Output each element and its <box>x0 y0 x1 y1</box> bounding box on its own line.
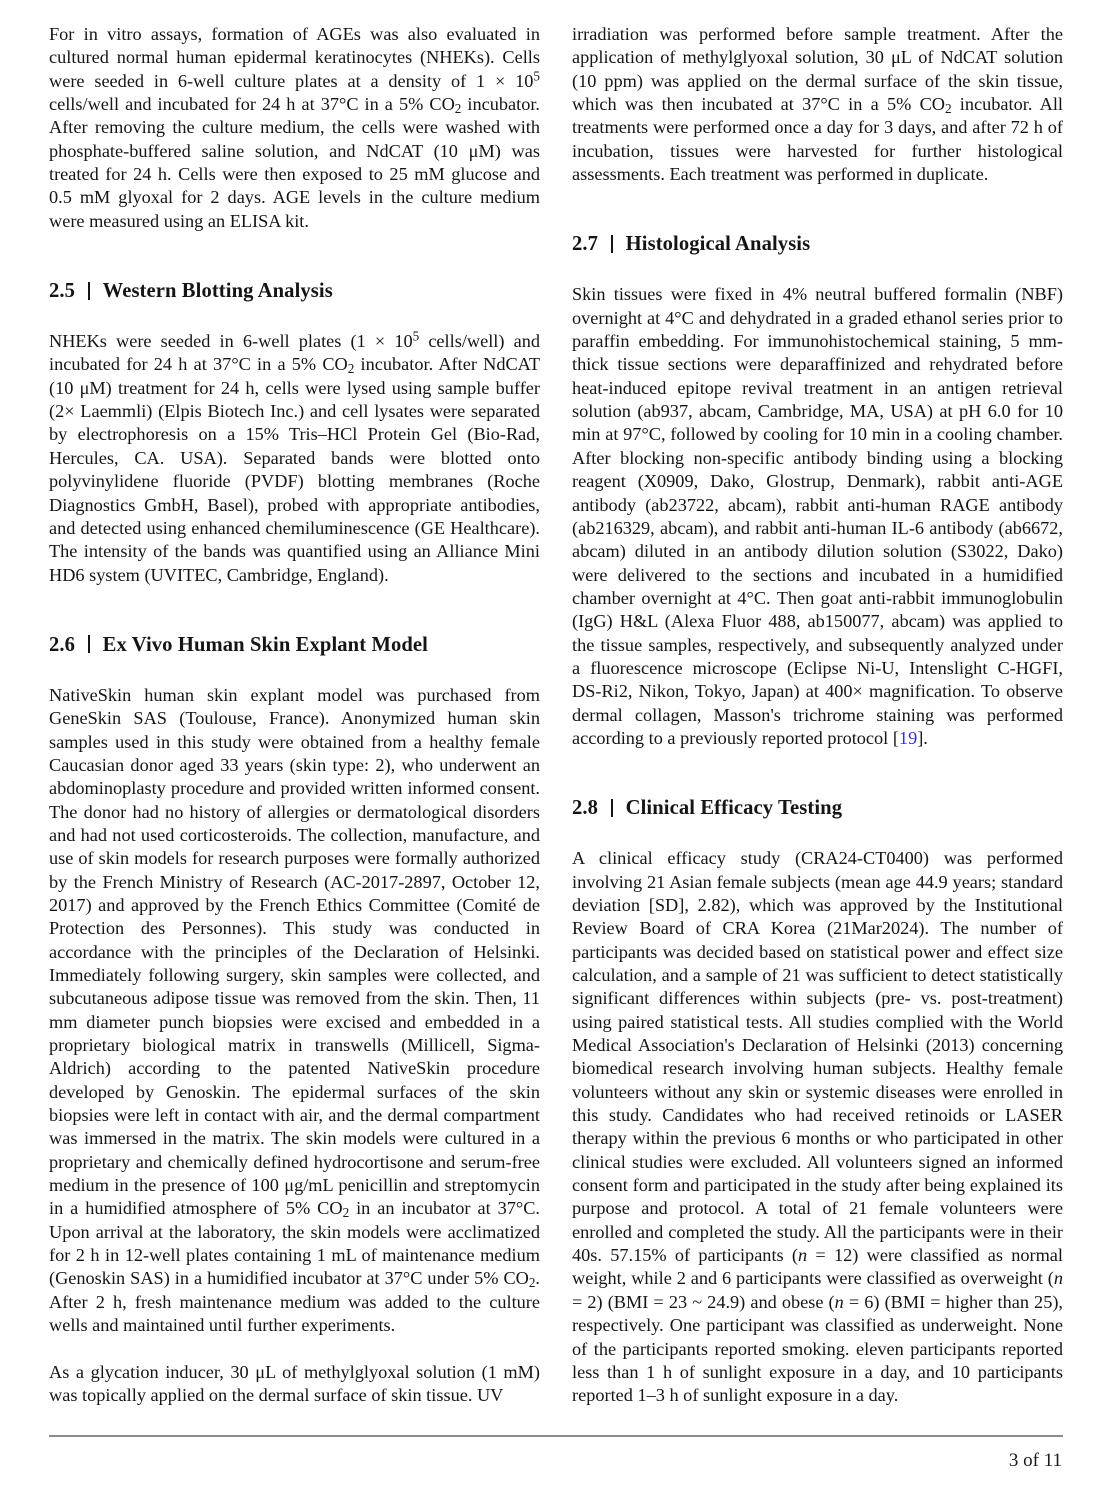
styled-text: 5 <box>412 328 420 344</box>
styled-text: 2 <box>944 100 952 116</box>
paragraph: A clinical efficacy study (CRA24-CT0400) was performed involving 21 Asian female subjects (mean age 44.9 years; standard deviation [SD], 2.82), which was approved by the Institutional Review Board of CRA Korea (21Mar2024). The number of participants was decided based on statistical power and effect size calculation, and a sample of 21 was sufficient to detect statistically significant differences within subjects (pre- vs. post-treatment) using paired statistical tests. All studies complied with the World Medical Association's Declaration of Helsinki (2013) concerning biomedical research involving human subjects. Healthy female volunteers without any skin or systemic diseases were enrolled in this study. Candidates who had received retinoids or LASER therapy within the previous 6 months or who participated in other clinical studies were excluded. All volunteers signed an informed consent form and participated in the study after being explained its purpose and protocol. A total of 21 female volunteers were enrolled and completed the study. All the participants were in their 40s. 57.15% of participants (n = 12) were classified as normal weight, while 2 and 6 participants were classified as overweight (n = 2) (BMI = 23 ~ 24.9) and obese (n = 6) (BMI = higher than 25), respectively. One participant was classified as underweight. None of the participants reported smoking. eleven participants reported less than 1 h of sunlight exposure in a day, and 10 participants reported 1–3 h of sunlight exposure in a day. <box>572 848 1063 1406</box>
paragraph: NHEKs were seeded in 6-well plates ($1 \times 10^5$ cells/well) and incubated for 24 h at 37°C in a 5% $CO_2$ incubator. After NdCAT (10 μM) treatment for 24 h, cells were lysed using sample buffer (2× Laemmli) (Elpis Biotech Inc.) and cell lysates were separated by electrophoresis on a 15% Tris–HCl Protein Gel (Bio-Rad, Hercules, CA. USA). Separated bands were blotted onto polyvinylidene fluoride (PVDF) blotting membranes (Roche Diagnostics GmbH, Basel), probed with appropriate antibodies, and detected using enhanced chemiluminescence (GE Healthcare). The intensity of the bands was quantified using an Alliance Mini HD6 system (UVITEC, Cambridge, England). <box>49 328 541 585</box>
paragraph: Skin tissues were fixed in 4% neutral buffered formalin (NBF) overnight at 4°C and dehydrated in a graded ethanol series prior to paraffin embedding. For immunohistochemical staining, 5 mm-thick tissue sections were deparaffinized and rehydrated before heat-induced epitope revival treatment in an antigen retrieval solution (ab937, abcam, Cambridge, MA, USA) at pH 6.0 for 10 min at 97°C, followed by cooling for 10 min in a cooling chamber. After blocking non-specific antibody binding using a blocking reagent (X0909, Dako, Glostrup, Denmark), rabbit anti-AGE antibody (ab23722, abcam), rabbit anti-human RAGE antibody (ab216329, abcam), and rabbit anti-human IL-6 antibody (ab6672, abcam) diluted in an antibody dilution solution (S3022, Dako) were delivered to the sections and incubated in a humidified chamber overnight at 4°C. Then goat anti-rabbit immunoglobulin (IgG) H&L (Alexa Fluor 488, ab150077, abcam) was applied to the tissue samples, respectively, and subsequently analyzed under a fluorescence microscope (Eclipse Ni-U, Intenslight C-HGFI, DS-Ri2, Nikon, Tokyo, Japan) at 400× magnification. To observe dermal collagen, Masson's trichrome staining was performed according to a previously reported protocol [19]. <box>572 284 1063 748</box>
section-number: 2.5 <box>49 280 76 303</box>
text-column-left <box>49 23 540 1430</box>
styled-text: 2 <box>347 361 355 377</box>
section-title: Ex Vivo Human Skin Explant Model <box>102 633 428 656</box>
paragraph: irradiation was performed before sample treatment. After the application of methylglyoxal solution, 30 μL of NdCAT solution (10 ppm) was applied on the dermal surface of the skin tissue, which was then incubated at 37°C in a 5% $CO_2$ incubator. All treatments were performed once a day for 3 days, and after 72 h of incubation, tissues were harvested for further histological assessments. Each treatment was performed in duplicate. <box>572 24 1063 185</box>
citation-link[interactable]: 19 <box>898 727 918 748</box>
paragraph: NativeSkin human skin explant model was purchased from GeneSkin SAS (Toulouse, France). Anonymized human skin samples used in this study were obtained from a healthy female Caucasian donor aged 33 years (skin type: 2), who underwent an abdominoplasty procedure and provided written informed consent. The donor had no history of allergies or dermatological disorders and had not used corticosteroids. The collection, manufacture, and use of skin models for research purposes were formally authorized by the French Ministry of Research (AC-2017-2897, October 12, 2017) and approved by the French Ethics Committee (Comité de Protection des Personnes). This study was conducted in accordance with the principles of the Declaration of Helsinki. Immediately following surgery, skin samples were collected, and subcutaneous adipose tissue was removed from the skin. Then, 11 mm diameter punch biopsies were excised and embedded in a proprietary biological matrix in transwells (Millicell, Sigma-Aldrich) according to the patented NativeSkin procedure developed by Genoskin. The epidermal surfaces of the skin biopsies were left in contact with air, and the dermal compartment was immersed in the matrix. The skin models were cultured in a proprietary and chemically defined hydrocortisone and serum-free medium in the presence of 100 μg/mL penicillin and streptomycin in a humidified atmosphere of 5% $CO_2$ in an incubator at 37°C. Upon arrival at the laboratory, the skin models were acclimatized for 2 h in 12-well plates containing 1 mL of maintenance medium (Genoskin SAS) in a humidified incubator at 37°C under 5% $CO_2$. After 2 h, fresh maintenance medium was added to the culture wells and maintained until further experiments. <box>49 684 540 1336</box>
section-number: 2.7 <box>572 233 599 256</box>
heading-divider-bar <box>611 799 613 817</box>
paragraph: For in vitro assays, formation of AGEs was also evaluated in cultured normal human epidermal keratinocytes (NHEKs). Cells were seeded in 6-well culture plates at a density of $1 \times 10^5$ cells/well and incubated for 24 h at 37°C in a 5% $CO_2$ incubator. After removing the culture medium, the cells were washed with phosphate-buffered saline solution, and NdCAT (10 μM) was treated for 24 h. Cells were then exposed to 25 mM glucose and 0.5 mM glyoxal for 2 days. AGE levels in the culture medium were measured using an ELISA kit. <box>49 24 540 231</box>
section-title: Clinical Efficacy Testing <box>625 797 843 820</box>
styled-text: 2 <box>528 1275 536 1291</box>
heading-divider-bar <box>88 635 90 653</box>
section-heading <box>49 279 540 303</box>
styled-text: 2 <box>454 100 462 116</box>
heading-divider-bar <box>88 282 90 300</box>
section-heading <box>572 232 1063 256</box>
section-heading <box>572 796 1063 820</box>
styled-text: n <box>1053 1268 1063 1289</box>
heading-divider-bar <box>611 235 613 253</box>
styled-text: n <box>834 1291 844 1312</box>
styled-text: 5 <box>533 68 540 84</box>
styled-text: n <box>798 1245 808 1266</box>
section-heading <box>49 633 540 657</box>
section-number: 2.8 <box>572 797 599 820</box>
section-title: Histological Analysis <box>625 233 811 256</box>
section-number: 2.6 <box>49 633 76 656</box>
styled-text: 2 <box>342 1205 350 1221</box>
paragraph: As a glycation inducer, 30 μL of methylglyoxal solution (1 mM) was topically applied on the dermal surface of skin tissue. UV <box>49 1361 540 1405</box>
page-number: 3 of 11 <box>1008 1450 1062 1471</box>
section-title: Western Blotting Analysis <box>102 280 333 303</box>
text-column-right <box>572 23 1063 1431</box>
footer-rule <box>49 1435 1063 1437</box>
